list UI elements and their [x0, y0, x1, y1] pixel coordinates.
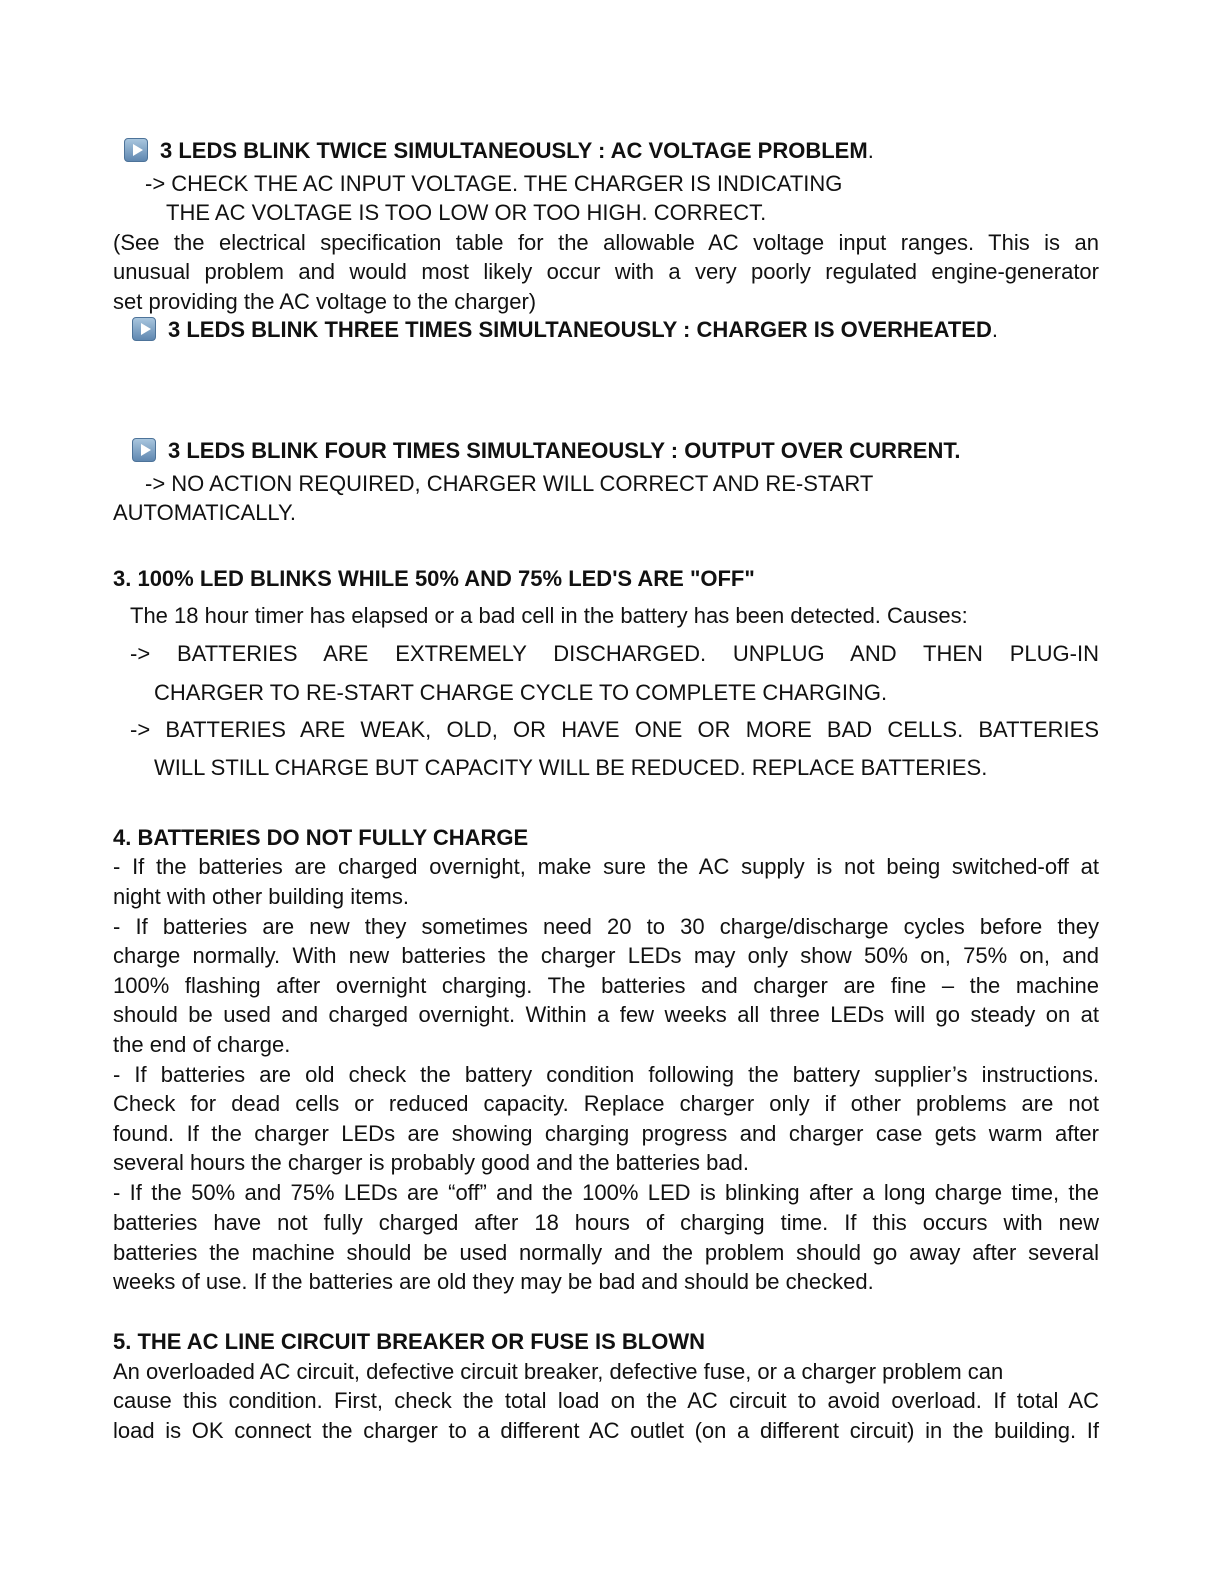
text-line: The 18 hour timer has elapsed or a bad cell in the battery has been detected. Causes:: [130, 603, 968, 628]
text-line: cause this condition. First, check the total load on the AC circuit to avoid overload. If total AC: [113, 1388, 1099, 1413]
heading-text: 3 LEDS BLINK TWICE SIMULTANEOUSLY : AC VOLTAGE PROBLEM: [160, 138, 868, 163]
heading-text: 3 LEDS BLINK THREE TIMES SIMULTANEOUSLY : CHARGER IS OVERHEATED: [168, 317, 992, 342]
bullet-heading-overheated: [132, 315, 998, 345]
text-line: -> NO ACTION REQUIRED, CHARGER WILL CORRECT AND RE-START: [145, 471, 874, 496]
text-line: WILL STILL CHARGE BUT CAPACITY WILL BE REDUCED. REPLACE BATTERIES.: [154, 755, 988, 780]
text-line: -> BATTERIES ARE WEAK, OLD, OR HAVE ONE OR MORE BAD CELLS. BATTERIES: [130, 717, 1099, 742]
section-heading-4: 4. BATTERIES DO NOT FULLY CHARGE: [113, 825, 529, 850]
text-line: - If the batteries are charged overnight, make sure the AC supply is not being switched-off at: [113, 854, 1099, 879]
text-line: load is OK connect the charger to a different AC outlet (on a different circuit) in the building. If: [113, 1418, 1099, 1443]
text-line: - If batteries are new they sometimes need 20 to 30 charge/discharge cycles before they: [113, 914, 1099, 939]
play-arrow-icon: [132, 317, 156, 341]
heading-text: 3 LEDS BLINK FOUR TIMES SIMULTANEOUSLY : OUTPUT OVER CURRENT.: [168, 438, 961, 463]
text-line: set providing the AC voltage to the charger): [113, 289, 537, 314]
text-line: -> BATTERIES ARE EXTREMELY DISCHARGED. UNPLUG AND THEN PLUG-IN: [130, 641, 1099, 666]
text-line: - If batteries are old check the battery condition following the battery supplier’s instructions.: [113, 1062, 1099, 1087]
text-line: weeks of use. If the batteries are old they may be bad and should be checked.: [113, 1269, 874, 1294]
text-line: the end of charge.: [113, 1032, 291, 1057]
text-line: should be used and charged overnight. Within a few weeks all three LEDs will go steady on at: [113, 1002, 1099, 1027]
text-line: CHARGER TO RE-START CHARGE CYCLE TO COMPLETE CHARGING.: [154, 680, 888, 705]
play-arrow-icon: [132, 438, 156, 462]
section-heading-5: 5. THE AC LINE CIRCUIT BREAKER OR FUSE IS BLOWN: [113, 1329, 705, 1354]
text-line: night with other building items.: [113, 884, 409, 909]
text-line: batteries have not fully charged after 18 hours of charging time. If this occurs with new: [113, 1210, 1099, 1235]
text-line: Check for dead cells or reduced capacity. Replace charger only if other problems are not: [113, 1091, 1099, 1116]
heading-period: .: [867, 138, 874, 163]
section-heading-3: 3. 100% LED BLINKS WHILE 50% AND 75% LED'S ARE "OFF": [113, 566, 755, 591]
text-line: batteries the machine should be used normally and the problem should go away after several: [113, 1240, 1099, 1265]
text-line: -> CHECK THE AC INPUT VOLTAGE. THE CHARGER IS INDICATING: [145, 171, 843, 196]
text-line: found. If the charger LEDs are showing charging progress and charger case gets warm after: [113, 1121, 1099, 1146]
text-line: charge normally. With new batteries the charger LEDs may only show 50% on, 75% on, and: [113, 943, 1099, 968]
bullet-heading-over-current: [132, 436, 960, 466]
text-line: - If the 50% and 75% LEDs are “off” and the 100% LED is blinking after a long charge time, the: [113, 1180, 1099, 1205]
text-line: An overloaded AC circuit, defective circuit breaker, defective fuse, or a charger problem can: [113, 1359, 1004, 1384]
bullet-heading-ac-voltage: [124, 136, 874, 166]
play-arrow-icon: [124, 138, 148, 162]
text-line: 100% flashing after overnight charging. The batteries and charger are fine – the machine: [113, 973, 1099, 998]
text-line: (See the electrical specification table for the allowable AC voltage input ranges. This is an: [113, 230, 1099, 255]
text-line: unusual problem and would most likely occur with a very poorly regulated engine-generator: [113, 259, 1099, 284]
text-line: AUTOMATICALLY.: [113, 500, 296, 525]
heading-period: .: [991, 317, 998, 342]
text-line: several hours the charger is probably good and the batteries bad.: [113, 1150, 749, 1175]
text-line: THE AC VOLTAGE IS TOO LOW OR TOO HIGH. CORRECT.: [166, 200, 767, 225]
